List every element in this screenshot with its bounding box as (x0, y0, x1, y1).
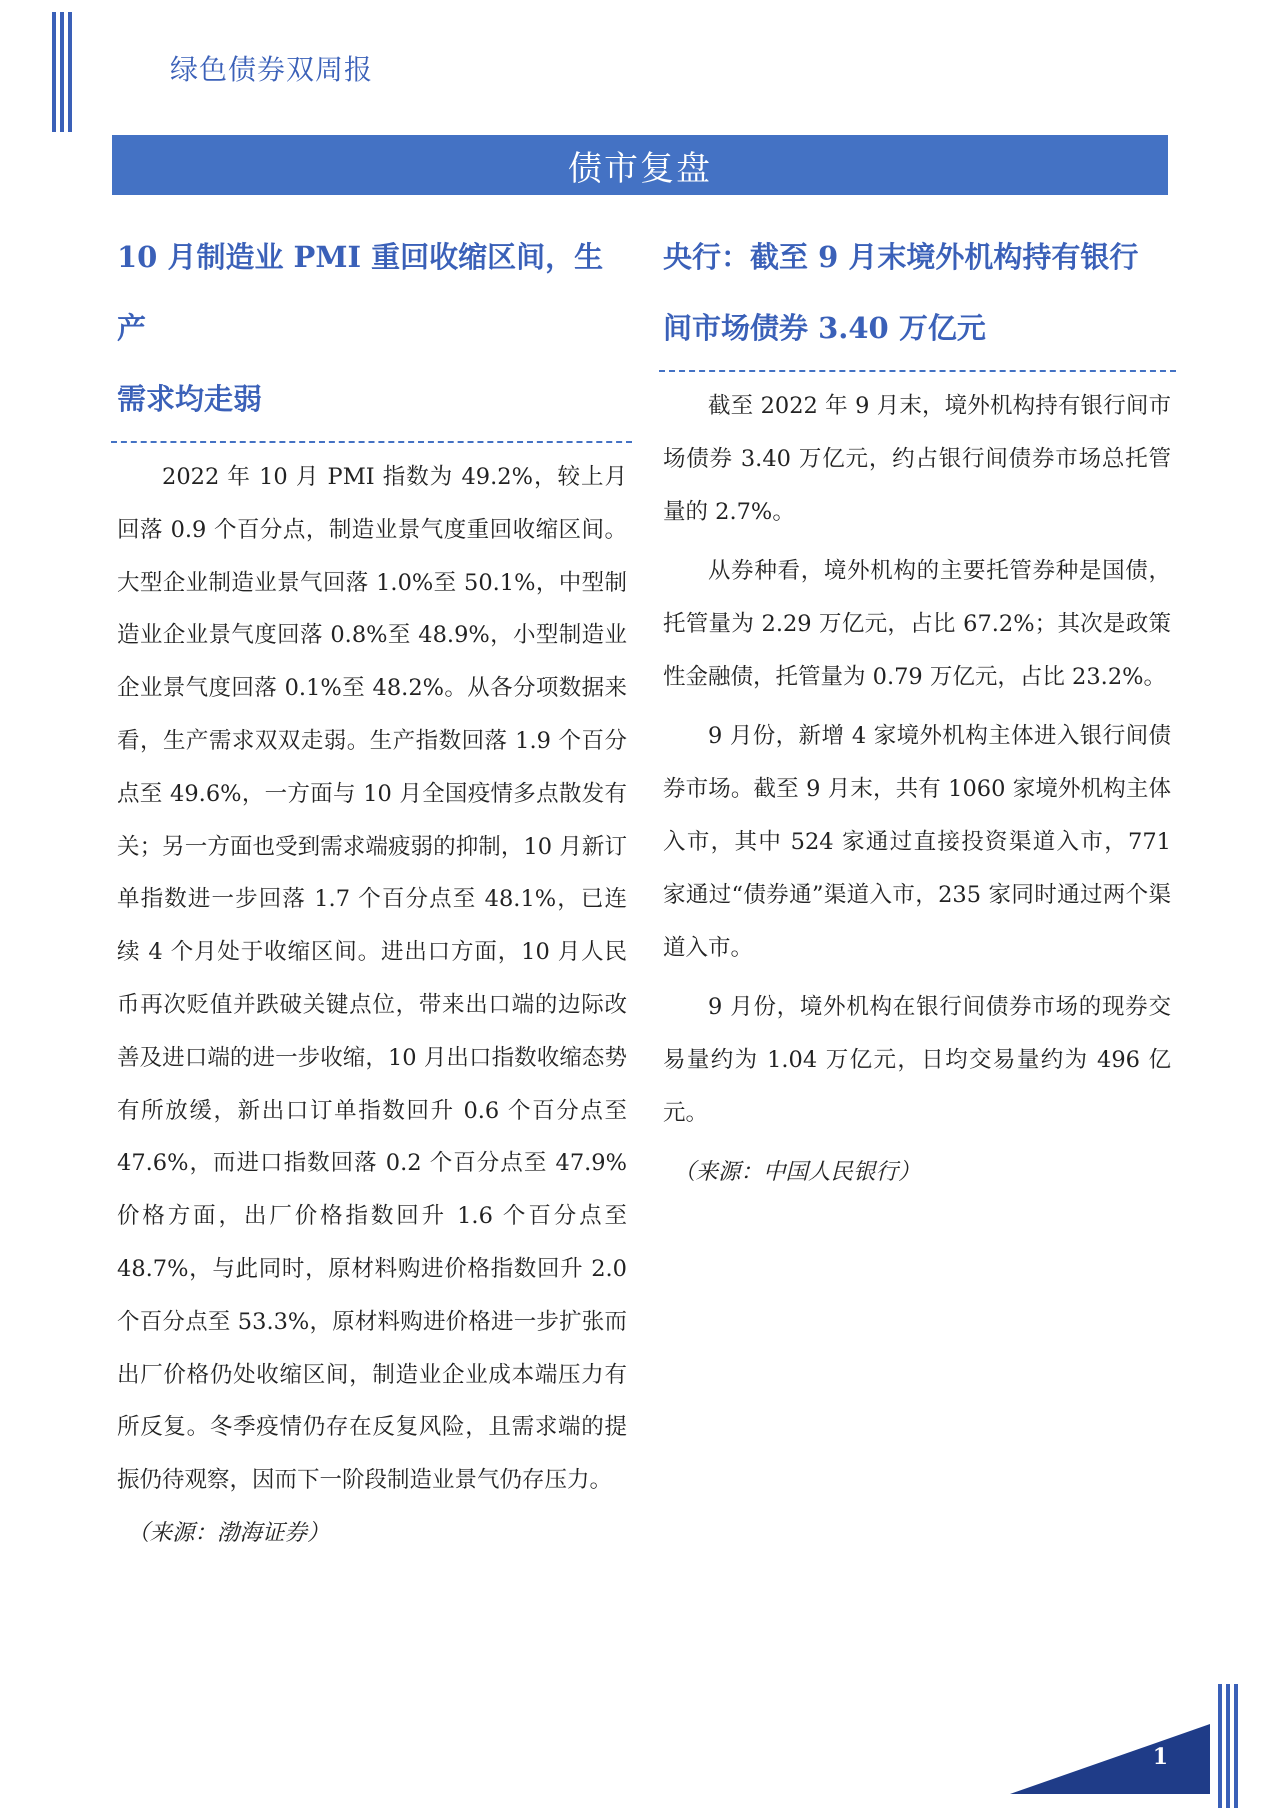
dashed-divider (111, 441, 632, 443)
article-source: （来源：渤海证券） (127, 1519, 330, 1546)
right-decorative-bars (1218, 1684, 1242, 1808)
article-title (117, 222, 627, 435)
dashed-divider (659, 370, 1176, 372)
decor-bar (52, 12, 56, 132)
article-paragraph: 从券种看，境外机构的主要托管券种是国债，托管量为 2.29 万亿元，占比 67.2%；其次是政策性金融债，托管量为 0.79 万亿元，占比 23.2%。 (663, 558, 1171, 690)
article-title (663, 222, 1171, 364)
article-paragraph: 9 月份，境外机构在银行间债券市场的现券交易量约为 1.04 万亿元，日均交易量约为 496 亿元。 (663, 994, 1171, 1126)
publication-title: 绿色债券双周报 (170, 53, 374, 86)
article-title-line: 需求均走弱 (117, 382, 263, 416)
section-banner (112, 135, 1168, 195)
left-decorative-bars (52, 12, 76, 132)
article-paragraph: 9 月份，新增 4 家境外机构主体进入银行间债券市场。截至 9 月末，共有 1060 家境外机构主体入市，其中 524 家通过直接投资渠道入市，771 家通过“债券通”渠道入市，235 家同时通过两个渠道入市。 (663, 723, 1171, 961)
section-banner-text: 债市复盘 (568, 148, 712, 189)
article-title-line: 10 月制造业 PMI 重回收缩区间，生产 (117, 240, 604, 345)
page-corner-triangle (1010, 1724, 1210, 1794)
article-paragraph: 2022 年 10 月 PMI 指数为 49.2%，较上月回落 0.9 个百分点，制造业景气度重回收缩区间。大型企业制造业景气回落 1.0%至 50.1%，中型制造业企业景气度回落 0.8%至 48.9%，小型制造业企业景气度回落 0.1%至 48.2%。从各分项数据来看，生产需求双双走弱。生产指数回落 1.9 个百分点至 49.6%，一方面与 10 月全国疫情多点散发有关；另一方面也受到需求端疲弱的抑制，10 月新订单指数进一步回落 1.7 个百分点至 48.1%，已连续 4 个月处于收缩区间。进出口方面，10 月人民币再次贬值并跌破关键点位，带来出口端的边际改善及进口端的进一步收缩，10 月出口指数收缩态势有所放缓，新出口订单指数回升 0.6 个百分点至 47.6%，而进口指数回落 0.2 个百分点至 47.9%价格方面，出厂价格指数回升 1.6 个百分点至 48.7%，与此同时，原材料购进价格指数回升 2.0 个百分点至 53.3%，原材料购进价格进一步扩张而出厂价格仍处收缩区间，制造业企业成本端压力有所反复。冬季疫情仍存在反复风险，且需求端的提振仍待观察，因而下一阶段制造业景气仍存压力。 (117, 464, 627, 1494)
article-right (663, 222, 1171, 1198)
article-title-line: 央行：截至 9 月末境外机构持有银行 (663, 240, 1139, 274)
decor-bar (1234, 1684, 1238, 1808)
article-source: （来源：中国人民银行） (673, 1159, 921, 1185)
decor-bar (1218, 1684, 1222, 1808)
decor-bar (60, 12, 64, 132)
decor-bar (68, 12, 72, 132)
article-paragraph: 截至 2022 年 9 月末，境外机构持有银行间市场债券 3.40 万亿元，约占银行间债券市场总托管量的 2.7%。 (663, 393, 1171, 525)
article-title-line: 间市场债券 3.40 万亿元 (663, 311, 986, 345)
decor-bar (1226, 1684, 1230, 1808)
article-left (117, 222, 627, 1559)
page-number: 1 (1152, 1744, 1168, 1770)
